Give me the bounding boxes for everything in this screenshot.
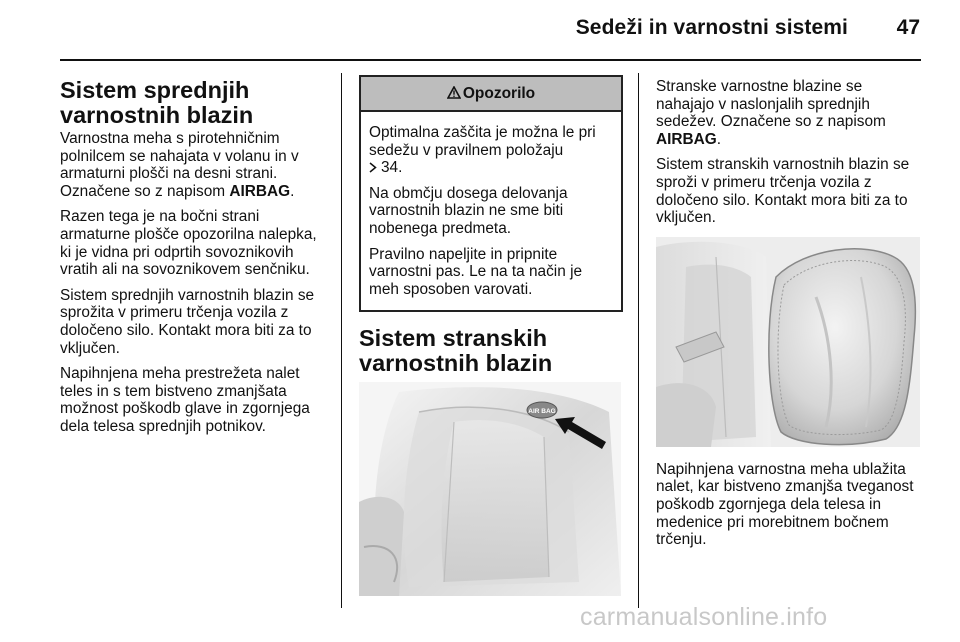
inflated-side-airbag-illustration bbox=[656, 237, 920, 447]
warning-box-body bbox=[361, 112, 621, 310]
text: . bbox=[716, 130, 721, 148]
watermark: carmanualsonline.info bbox=[580, 603, 828, 631]
text: . bbox=[290, 182, 295, 200]
warning-paragraph-seatbelt: Pravilno napeljite in pripnite varnostni pas. Le na ta način je meh sposoben varovati. bbox=[369, 245, 583, 298]
warning-box-header bbox=[361, 77, 621, 112]
warning-triangle-icon bbox=[447, 77, 461, 110]
text: Varnostna meha s pirotehničnim polnilcem se nahajata v volanu in v armaturni plošči na desni strani. Označene so z napisom bbox=[60, 130, 299, 200]
paragraph-side-deployment: Sistem stranskih varnostnih blazin se sproži v primeru trčenja vozila z določeno silo. Kontakt mora biti za to vključen. bbox=[656, 156, 910, 227]
page-reference-icon bbox=[369, 159, 377, 177]
page-header-title: Sedeži in varnostni sistemi bbox=[575, 16, 848, 39]
seat-airbag-label-illustration bbox=[359, 382, 621, 596]
column-front-airbags bbox=[60, 78, 328, 444]
text: Stranske varnostne blazine se nahajajo v naslonjalih sprednjih sedežev. Označene so z napisom bbox=[656, 78, 886, 131]
warning-title: Opozorilo bbox=[462, 85, 536, 102]
paragraph-side-protection: Napihnjena varnostna meha ublažita nalet, kar bistveno zmanjša tveganost poškodb zgornjega dela telesa in medenice pri morebitnem bočnem trčenju. bbox=[656, 460, 914, 549]
warning-box bbox=[359, 75, 623, 312]
paragraph-protection: Napihnjena meha prestrežeta nalet teles in s tem bistveno zmanjšata možnost poškodb glave in zgornjega dela telesa sprednjih potnikov. bbox=[60, 365, 310, 435]
column-divider-1 bbox=[341, 73, 342, 608]
page-number: 47 bbox=[896, 16, 920, 39]
heading-side-airbags: Sistem stranskih varnostnih blazin bbox=[359, 325, 553, 377]
warning-paragraph-objects: Na obmčju dosega delovanja varnostnih blazin ne sme biti nobenega predmeta. bbox=[369, 184, 568, 237]
airbag-label-bold: AIRBAG bbox=[229, 182, 291, 200]
paragraph-warning-sticker: Razen tega je na bočni strani armaturne plošče opozorilna nalepka, ki je vidna pri odprtih sovoznikovih vratih ali na sovoznikovem senčniku. bbox=[60, 208, 317, 279]
column-side-airbags-text bbox=[656, 78, 922, 557]
column-divider-2 bbox=[638, 73, 639, 608]
page-reference-link[interactable]: 34. bbox=[381, 159, 403, 177]
text: Optimalna zaščita je možna le pri sedežu v pravilnem položaju bbox=[369, 124, 596, 159]
figure-seat-airbag-label bbox=[359, 382, 621, 596]
paragraph-airbag-location bbox=[60, 130, 328, 200]
airbag-badge-text: AIR BAG bbox=[528, 408, 556, 416]
figure-inflated-side-airbag bbox=[656, 237, 920, 447]
heading-front-airbags: Sistem sprednjih varnostnih blazin bbox=[60, 77, 254, 128]
airbag-label-bold: AIRBAG bbox=[656, 130, 717, 148]
paragraph-side-airbag-location bbox=[656, 78, 922, 148]
column-warning-side-airbags bbox=[359, 75, 623, 596]
warning-paragraph-seating bbox=[369, 124, 613, 177]
paragraph-deployment: Sistem sprednjih varnostnih blazin se sprožita v primeru trčenja vozila z določeno silo. Kontakt mora biti za to vključen. bbox=[60, 286, 315, 357]
header-divider bbox=[60, 59, 921, 61]
